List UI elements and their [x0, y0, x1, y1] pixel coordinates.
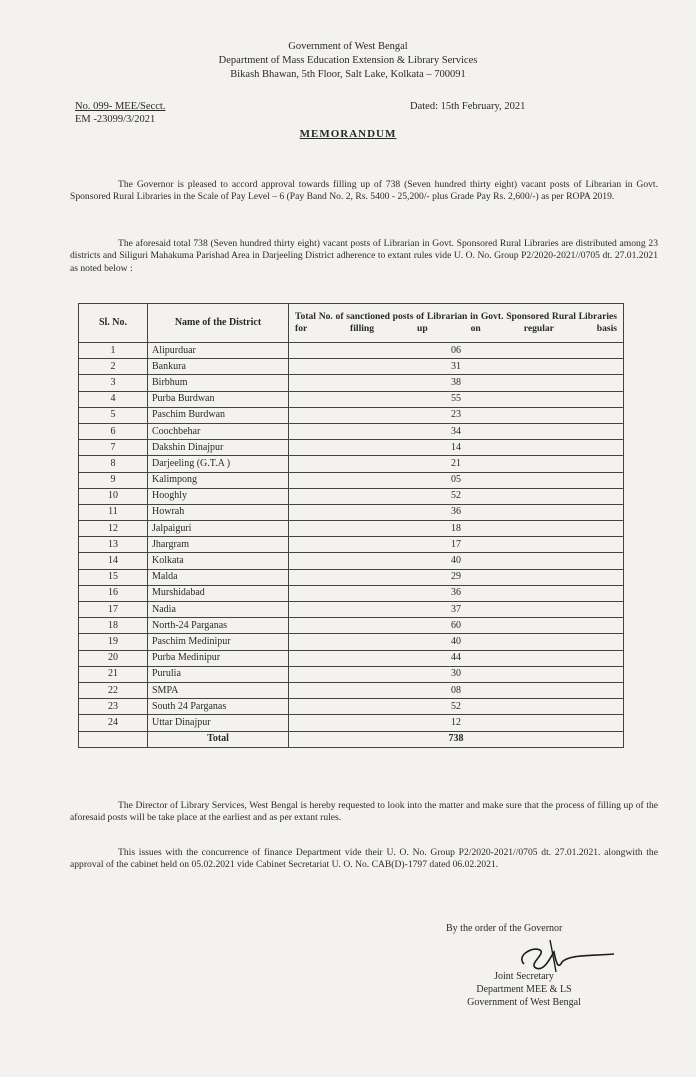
total-label: Total: [148, 731, 289, 747]
paragraph-concurrence: This issues with the concurrence of finance Department vide their U. O. No. Group P2/2020-2021//0705 dt. 27.01.2021. alongwith the approval of the cabinet held on 05.02.2021 vide Cabinet Secretariat U. O. No. CAB(D)-1797 dated 06.02.2021.: [70, 847, 658, 871]
table-row: [79, 521, 624, 537]
district-cell: Dakshin Dinajpur: [148, 440, 289, 456]
memo-em-number: EM -23099/3/2021: [75, 114, 156, 125]
sl-cell: 22: [79, 682, 148, 698]
signatory-government: Government of West Bengal: [467, 997, 581, 1008]
total-value: 738: [289, 731, 624, 747]
total-empty-cell: [79, 731, 148, 747]
sl-cell: 10: [79, 488, 148, 504]
signatory-department: Department MEE & LS: [476, 984, 572, 995]
sl-cell: 20: [79, 650, 148, 666]
header-sl-no: Sl. No.: [79, 304, 148, 343]
table-total-row: [79, 731, 624, 747]
table-row: [79, 423, 624, 439]
sl-cell: 18: [79, 618, 148, 634]
district-cell: Nadia: [148, 602, 289, 618]
letterhead-address: Bikash Bhawan, 5th Floor, Salt Lake, Kolkata – 700091: [230, 69, 466, 80]
signature-order-line: By the order of the Governor: [446, 923, 563, 934]
sl-cell: 11: [79, 504, 148, 520]
posts-cell: 40: [289, 634, 624, 650]
district-cell: Malda: [148, 569, 289, 585]
table-row: [79, 715, 624, 731]
district-cell: Jalpaiguri: [148, 521, 289, 537]
sl-cell: 1: [79, 343, 148, 359]
table-row: [79, 699, 624, 715]
posts-cell: 17: [289, 537, 624, 553]
sl-cell: 16: [79, 585, 148, 601]
posts-cell: 55: [289, 391, 624, 407]
table-row: [79, 634, 624, 650]
sl-cell: 3: [79, 375, 148, 391]
letterhead: [0, 40, 696, 82]
sl-cell: 21: [79, 666, 148, 682]
memo-date: Dated: 15th February, 2021: [410, 101, 526, 112]
sl-cell: 23: [79, 699, 148, 715]
signatory-designation: Joint Secretary: [494, 971, 554, 982]
posts-cell: 08: [289, 682, 624, 698]
district-cell: Kolkata: [148, 553, 289, 569]
posts-cell: 31: [289, 359, 624, 375]
district-cell: Purba Burdwan: [148, 391, 289, 407]
memo-reference: [75, 100, 165, 126]
table-row: [79, 343, 624, 359]
signatory-details: [444, 970, 604, 1009]
posts-cell: 23: [289, 407, 624, 423]
table-row: [79, 537, 624, 553]
sl-cell: 9: [79, 472, 148, 488]
table-row: [79, 456, 624, 472]
table-row: [79, 407, 624, 423]
table-row: [79, 650, 624, 666]
district-cell: Alipurduar: [148, 343, 289, 359]
district-cell: Paschim Medinipur: [148, 634, 289, 650]
posts-cell: 40: [289, 553, 624, 569]
district-cell: Purba Medinipur: [148, 650, 289, 666]
district-cell: Uttar Dinajpur: [148, 715, 289, 731]
paragraph-director-request: The Director of Library Services, West Bengal is hereby requested to look into the matter and make sure that the process of filling up of the aforesaid posts will be take place at the earliest and as per extant rules.: [70, 800, 658, 824]
district-cell: Howrah: [148, 504, 289, 520]
sl-cell: 12: [79, 521, 148, 537]
district-cell: Birbhum: [148, 375, 289, 391]
district-cell: Coochbehar: [148, 423, 289, 439]
header-total-posts: Total No. of sanctioned posts of Librarian in Govt. Sponsored Rural Libraries for filling up on regular basis: [289, 304, 624, 343]
posts-cell: 36: [289, 504, 624, 520]
sl-cell: 6: [79, 423, 148, 439]
district-cell: Purulia: [148, 666, 289, 682]
posts-cell: 21: [289, 456, 624, 472]
district-cell: North-24 Parganas: [148, 618, 289, 634]
sl-cell: 8: [79, 456, 148, 472]
sl-cell: 5: [79, 407, 148, 423]
header-district: Name of the District: [148, 304, 289, 343]
posts-cell: 52: [289, 699, 624, 715]
table-row: [79, 618, 624, 634]
district-cell: Darjeeling (G.T.A ): [148, 456, 289, 472]
sl-cell: 13: [79, 537, 148, 553]
table-row: [79, 472, 624, 488]
district-cell: Paschim Burdwan: [148, 407, 289, 423]
letterhead-government: Government of West Bengal: [288, 41, 408, 52]
sl-cell: 24: [79, 715, 148, 731]
posts-table: [78, 303, 624, 748]
posts-cell: 29: [289, 569, 624, 585]
posts-cell: 18: [289, 521, 624, 537]
posts-cell: 05: [289, 472, 624, 488]
sl-cell: 4: [79, 391, 148, 407]
letterhead-department: Department of Mass Education Extension & Library Services: [218, 55, 478, 66]
table-row: [79, 666, 624, 682]
paragraph-approval: The Governor is pleased to accord approval towards filling up of 738 (Seven hundred thirty eight) vacant posts of Librarian in Govt. Sponsored Rural Libraries in the Scale of Pay Level – 6 (Pay Band No. 2, Rs. 5400 - 25,200/- plus Grade Pay Rs. 2,600/-) as per ROPA 2019.: [70, 179, 658, 203]
table-row: [79, 391, 624, 407]
sl-cell: 17: [79, 602, 148, 618]
sl-cell: 2: [79, 359, 148, 375]
table-row: [79, 488, 624, 504]
table-header-row: [79, 304, 624, 343]
sl-cell: 14: [79, 553, 148, 569]
memo-number: No. 099- MEE/Secct.: [75, 101, 166, 112]
table-row: [79, 569, 624, 585]
posts-cell: 52: [289, 488, 624, 504]
table-row: [79, 553, 624, 569]
posts-cell: 06: [289, 343, 624, 359]
district-cell: Kalimpong: [148, 472, 289, 488]
table-body: [79, 343, 624, 732]
memo-title: MEMORANDUM: [299, 128, 397, 140]
posts-cell: 36: [289, 585, 624, 601]
posts-cell: 44: [289, 650, 624, 666]
posts-cell: 38: [289, 375, 624, 391]
table-row: [79, 440, 624, 456]
table-row: [79, 682, 624, 698]
table-row: [79, 359, 624, 375]
table-row: [79, 602, 624, 618]
posts-cell: 30: [289, 666, 624, 682]
sl-cell: 19: [79, 634, 148, 650]
district-cell: Hooghly: [148, 488, 289, 504]
district-cell: Bankura: [148, 359, 289, 375]
posts-cell: 12: [289, 715, 624, 731]
posts-cell: 34: [289, 423, 624, 439]
table-row: [79, 504, 624, 520]
district-cell: South 24 Parganas: [148, 699, 289, 715]
paragraph-distribution: The aforesaid total 738 (Seven hundred thirty eight) vacant posts of Librarian in Govt. Sponsored Rural Libraries are distributed among 23 districts and Siliguri Mahakuma Parishad Area in Darjeeling District adherence to extant rules vide U. O. No. Group P2/2020-2021//0705 dt. 27.01.2021 as noted below :: [70, 238, 658, 274]
posts-cell: 14: [289, 440, 624, 456]
sl-cell: 7: [79, 440, 148, 456]
district-cell: SMPA: [148, 682, 289, 698]
district-cell: Jhargram: [148, 537, 289, 553]
table-row: [79, 375, 624, 391]
posts-cell: 60: [289, 618, 624, 634]
sl-cell: 15: [79, 569, 148, 585]
posts-cell: 37: [289, 602, 624, 618]
district-cell: Murshidabad: [148, 585, 289, 601]
table-row: [79, 585, 624, 601]
